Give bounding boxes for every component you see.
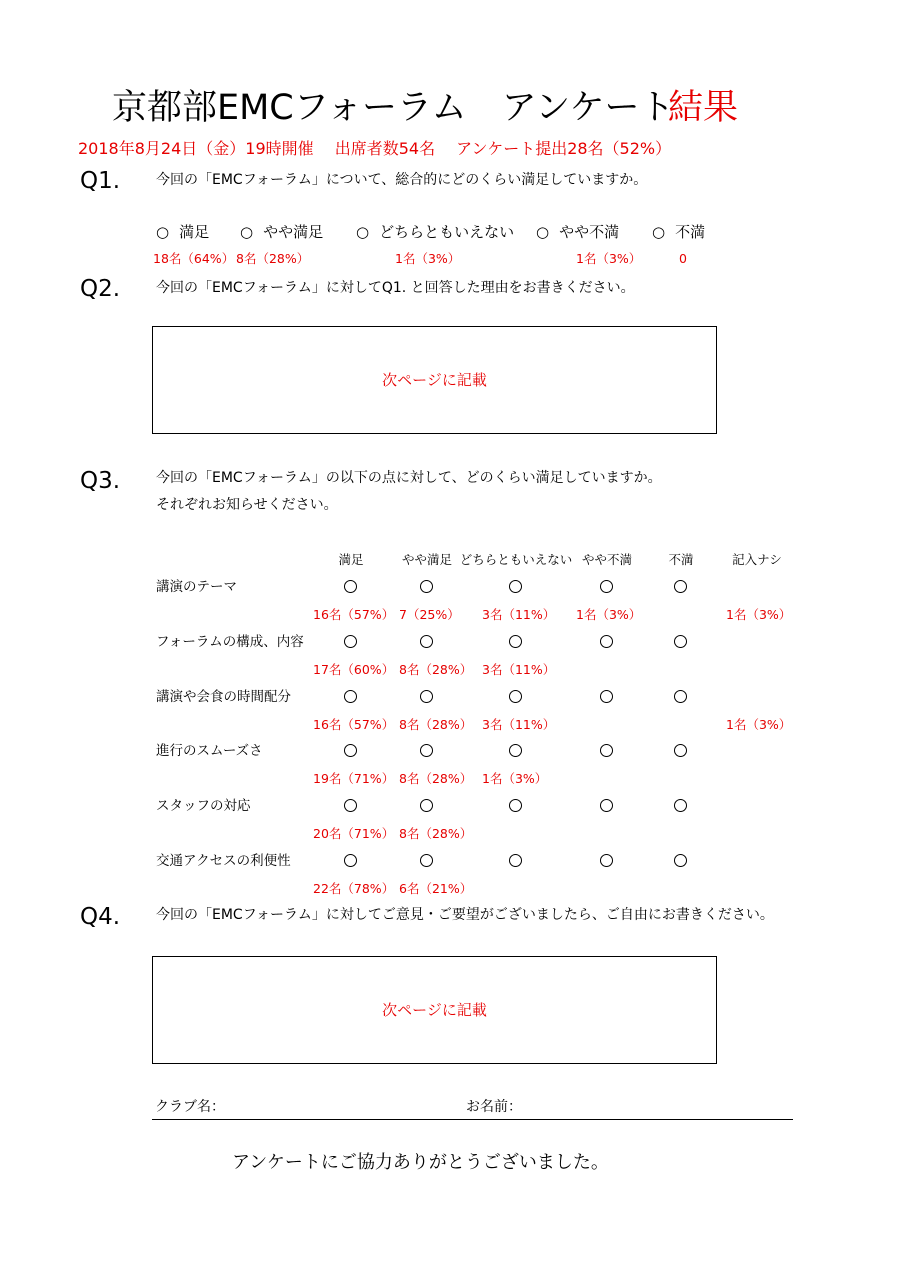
q3-col-dissatisfied: 不満 bbox=[668, 552, 694, 567]
q1-option-satisfied[interactable]: ○ 満足 bbox=[156, 223, 210, 241]
q3-result-value: 16名（57%） bbox=[313, 717, 395, 732]
q3-radio-circle-icon[interactable] bbox=[674, 799, 687, 812]
q3-result-value: 3名（11%） bbox=[482, 607, 556, 622]
q3-col-somewhat-dissatisfied: やや不満 bbox=[581, 552, 633, 567]
q2-question: 今回の「EMCフォーラム」に対してQ1. と回答した理由をお書きください。 bbox=[156, 280, 635, 296]
radio-circle-icon: ○ bbox=[240, 223, 254, 241]
radio-circle-icon: ○ bbox=[156, 223, 170, 241]
q3-row-label: フォーラムの構成、内容 bbox=[156, 634, 304, 650]
q3-result-value: 3名（11%） bbox=[482, 662, 556, 677]
q3-row-label: 進行のスムーズさ bbox=[156, 743, 263, 759]
q3-question-line1: 今回の「EMCフォーラム」の以下の点に対して、どのくらい満足していますか。 bbox=[156, 470, 662, 486]
q1-result-dissatisfied: 0 bbox=[679, 251, 687, 266]
q3-radio-circle-icon[interactable] bbox=[344, 635, 357, 648]
q3-result-value: 8名（28%） bbox=[399, 717, 473, 732]
person-name-label: お名前： bbox=[466, 1099, 522, 1115]
q3-radio-circle-icon[interactable] bbox=[420, 854, 433, 867]
q1-result-somewhat-dissatisfied: 1名（3%） bbox=[576, 251, 642, 266]
q2-answer-box[interactable] bbox=[152, 326, 717, 434]
q3-radio-circle-icon[interactable] bbox=[420, 580, 433, 593]
q3-radio-circle-icon[interactable] bbox=[420, 799, 433, 812]
q3-radio-circle-icon[interactable] bbox=[509, 799, 522, 812]
q3-radio-circle-icon[interactable] bbox=[420, 635, 433, 648]
q3-result-value: 19名（71%） bbox=[313, 771, 395, 786]
q1-result-satisfied: 18名（64%） bbox=[153, 251, 235, 266]
q3-col-satisfied: 満足 bbox=[338, 552, 364, 567]
q3-result-value: 20名（71%） bbox=[313, 826, 395, 841]
q3-radio-circle-icon[interactable] bbox=[600, 799, 613, 812]
radio-circle-icon: ○ bbox=[536, 223, 550, 241]
q3-radio-circle-icon[interactable] bbox=[420, 690, 433, 703]
q3-radio-circle-icon[interactable] bbox=[674, 854, 687, 867]
q2-answer-note: 次ページに記載 bbox=[382, 371, 487, 389]
q4-number: Q4. bbox=[80, 904, 121, 930]
q1-result-somewhat-satisfied: 8名（28%） bbox=[236, 251, 310, 266]
q3-radio-circle-icon[interactable] bbox=[509, 690, 522, 703]
q1-option-dissatisfied[interactable]: ○ 不満 bbox=[652, 223, 706, 241]
page-title: 京都部EMCフォーラム アンケート bbox=[112, 88, 675, 128]
q3-radio-circle-icon[interactable] bbox=[509, 854, 522, 867]
q3-radio-circle-icon[interactable] bbox=[674, 580, 687, 593]
q3-result-value: 1名（3%） bbox=[576, 607, 642, 622]
radio-circle-icon: ○ bbox=[356, 223, 370, 241]
q3-radio-circle-icon[interactable] bbox=[600, 690, 613, 703]
q3-result-value: 1名（3%） bbox=[726, 717, 792, 732]
radio-circle-icon: ○ bbox=[652, 223, 666, 241]
q3-radio-circle-icon[interactable] bbox=[600, 580, 613, 593]
club-name-label: クラブ名： bbox=[155, 1099, 225, 1115]
q3-radio-circle-icon[interactable] bbox=[344, 580, 357, 593]
signature-line[interactable] bbox=[152, 1119, 793, 1120]
q2-number: Q2. bbox=[80, 276, 121, 302]
q3-radio-circle-icon[interactable] bbox=[600, 744, 613, 757]
q3-radio-circle-icon[interactable] bbox=[420, 744, 433, 757]
q3-result-value: 8名（28%） bbox=[399, 826, 473, 841]
q3-result-value: 7（25%） bbox=[399, 607, 460, 622]
q3-radio-circle-icon[interactable] bbox=[344, 744, 357, 757]
q3-row-label: 講演のテーマ bbox=[156, 579, 237, 595]
q3-radio-circle-icon[interactable] bbox=[344, 690, 357, 703]
q3-result-value: 8名（28%） bbox=[399, 662, 473, 677]
q3-radio-circle-icon[interactable] bbox=[600, 854, 613, 867]
q4-question: 今回の「EMCフォーラム」に対してご意見・ご要望がございましたら、ご自由にお書きください。 bbox=[156, 907, 774, 923]
q3-result-value: 17名（60%） bbox=[313, 662, 395, 677]
q3-radio-circle-icon[interactable] bbox=[674, 635, 687, 648]
q3-col-neutral: どちらともいえない bbox=[459, 552, 573, 567]
q3-row-label: 交通アクセスの利便性 bbox=[156, 853, 291, 869]
q3-radio-circle-icon[interactable] bbox=[674, 744, 687, 757]
q3-col-no-answer: 記入ナシ bbox=[732, 552, 782, 567]
q3-result-value: 6名（21%） bbox=[399, 881, 473, 896]
q3-col-somewhat-satisfied: やや満足 bbox=[401, 552, 453, 567]
q3-result-value: 8名（28%） bbox=[399, 771, 473, 786]
q3-result-value: 22名（78%） bbox=[313, 881, 395, 896]
q3-result-value: 16名（57%） bbox=[313, 607, 395, 622]
q1-option-neutral[interactable]: ○ どちらともいえない bbox=[356, 223, 515, 241]
q1-result-neutral: 1名（3%） bbox=[395, 251, 461, 266]
q3-radio-circle-icon[interactable] bbox=[509, 580, 522, 593]
q3-row-label: スタッフの対応 bbox=[156, 798, 251, 814]
q3-radio-circle-icon[interactable] bbox=[344, 799, 357, 812]
q3-result-value: 1名（3%） bbox=[726, 607, 792, 622]
event-summary: 2018年8月24日（金）19時開催 出席者数54名 アンケート提出28名（52%） bbox=[78, 139, 672, 158]
thank-you-message: アンケートにご協力ありがとうございました。 bbox=[232, 1152, 609, 1173]
q3-radio-circle-icon[interactable] bbox=[344, 854, 357, 867]
q3-radio-circle-icon[interactable] bbox=[509, 744, 522, 757]
q3-row-label: 講演や会食の時間配分 bbox=[156, 689, 291, 705]
q3-radio-circle-icon[interactable] bbox=[674, 690, 687, 703]
q4-answer-box[interactable] bbox=[152, 956, 717, 1064]
q1-option-somewhat-dissatisfied[interactable]: ○ やや不満 bbox=[536, 223, 620, 241]
q3-question-line2: それぞれお知らせください。 bbox=[156, 497, 338, 513]
q3-radio-circle-icon[interactable] bbox=[600, 635, 613, 648]
q3-radio-circle-icon[interactable] bbox=[509, 635, 522, 648]
q3-result-value: 1名（3%） bbox=[482, 771, 548, 786]
q4-answer-note: 次ページに記載 bbox=[382, 1001, 487, 1019]
page-title-result: 結果 bbox=[668, 88, 739, 128]
q1-question: 今回の「EMCフォーラム」について、総合的にどのくらい満足していますか。 bbox=[156, 172, 648, 188]
q1-option-somewhat-satisfied[interactable]: ○ やや満足 bbox=[240, 223, 324, 241]
q3-number: Q3. bbox=[80, 468, 121, 494]
q1-number: Q1. bbox=[80, 168, 121, 194]
q3-result-value: 3名（11%） bbox=[482, 717, 556, 732]
